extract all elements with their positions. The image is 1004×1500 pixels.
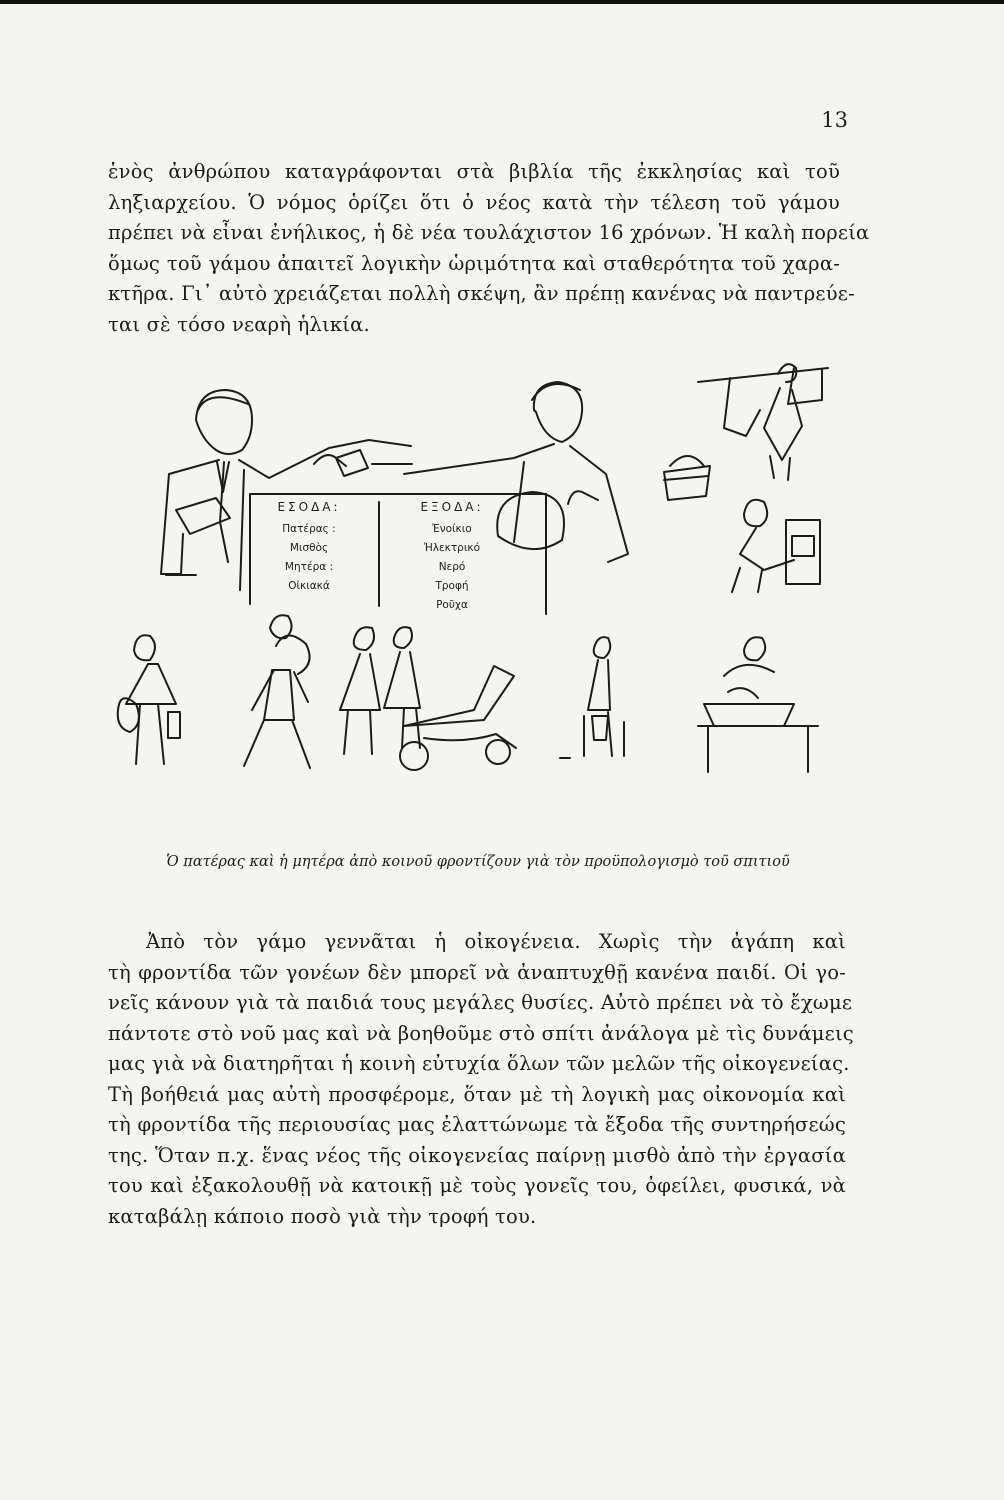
text-line: του καὶ ἐξακολουθῇ νὰ κατοικῇ μὲ τοὺς γονεῖς του, ὀφείλει, φυσικά, νὰ [108,1174,846,1197]
text-line: Ἀπὸ τὸν γάμο γεννᾶται ἡ οἰκογένεια. Χωρὶς τὴν ἀγάπη καὶ [146,930,846,953]
page-top-edge [0,0,1004,4]
boy-with-bucket [560,637,624,758]
text-line: κτῆρα. Γι᾽ αὐτὸ χρειάζεται πολλὴ σκέψη, ἂν πρέπῃ κανένας νὰ παντρεύε- [108,282,855,305]
text-line: πρέπει νὰ εἶναι ἐνήλικος, ἡ δὲ νέα τουλάχιστον 16 χρόνων. Ἡ καλὴ πορεία [108,221,870,244]
text-line: μας γιὰ νὰ διατηρῆται ἡ κοινὴ εὐτυχία ὅλων τῶν μελῶν τῆς οἰκογενείας. [108,1052,850,1075]
text-line: Τὴ βοήθειά μας αὐτὴ προσφέρομε, ὅταν μὲ τὴ λογικὴ μας οἰκονομία καὶ [108,1082,846,1106]
paragraph-family [108,927,854,1232]
expenses-column [392,498,512,615]
expense-item: Νερό [438,561,466,573]
page-number: 13 [821,108,848,132]
income-item: Μισθὸς [289,542,329,554]
text-line: πάντοτε στὸ νοῦ μας καὶ νὰ βοηθοῦμε στὸ σπίτι ἀνάλογα μὲ τὶς δυνάμεις [108,1021,854,1045]
text-line: ληξιαρχείου. Ὁ νόμος ὁρίζει ὅτι ὁ νέος κατὰ τὴν τέλεση τοῦ γάμου [108,190,840,214]
text-line: ται σὲ τόσο νεαρὴ ἡλικία. [108,312,370,336]
text-line: καταβάλῃ κάποιο ποσὸ γιὰ τὴν τροφή του. [108,1204,537,1228]
income-column [254,498,364,596]
cooking-woman [732,500,820,592]
envelope-icon [314,450,412,476]
woman-bathing-baby [698,637,818,772]
figure-caption: Ὁ πατέρας καὶ ἡ μητέρα ἀπὸ κοινοῦ φροντίζουν γιὰ τὸν προϋπολογισμὸ τοῦ σπιτιοῦ [166,854,790,870]
text-line: τὴ φροντίδα τῶν γονέων δὲν μπορεῖ νὰ ἀναπτυχθῇ κανένα παιδί. Οἱ γο- [108,960,846,984]
income-item: Μητέρα : [284,561,334,573]
text-line: ὅμως τοῦ γάμου ἀπαιτεῖ λογικὴν ὡριμότητα καὶ σταθερότητα τοῦ χαρα- [108,251,840,275]
expenses-header: ΕΞΟΔΑ: [420,500,484,514]
text-line: τὴ φροντίδα τῆς περιουσίας μας ἐλαττώνωμε τὰ ἔξοδα τῆς συντηρήσεώς [108,1113,846,1136]
income-header: ΕΣΟΔΑ: [277,500,341,514]
income-item: Οἰκιακά [288,580,330,592]
laundry-woman [664,364,828,500]
expense-item: Ἠλεκτρικό [423,542,481,554]
mothers-with-pram [340,627,516,770]
expense-item: Ροῦχα [436,599,468,611]
father-with-child [244,615,310,768]
expense-item: Ἐνοίκιο [432,523,472,535]
paragraph-intro [108,157,870,340]
text-line: της. Ὅταν π.χ. ἕνας νέος τῆς οἰκογενείας παίρνῃ μισθὸ ἀπὸ τὴν ἐργασία [108,1143,846,1167]
family-budget-illustration [104,360,844,790]
expense-item: Τροφή [435,580,469,592]
shopping-woman [118,635,180,764]
income-item: Πατέρας : [282,523,336,535]
text-line: νεῖς κάνουν γιὰ τὰ παιδιά τους μεγάλες θυσίες. Αὐτὸ πρέπει νὰ τὸ ἔχωμε [108,991,853,1014]
text-line: ἑνὸς ἀνθρώπου καταγράφονται στὰ βιβλία τῆς ἐκκλησίας καὶ τοῦ [108,160,840,183]
